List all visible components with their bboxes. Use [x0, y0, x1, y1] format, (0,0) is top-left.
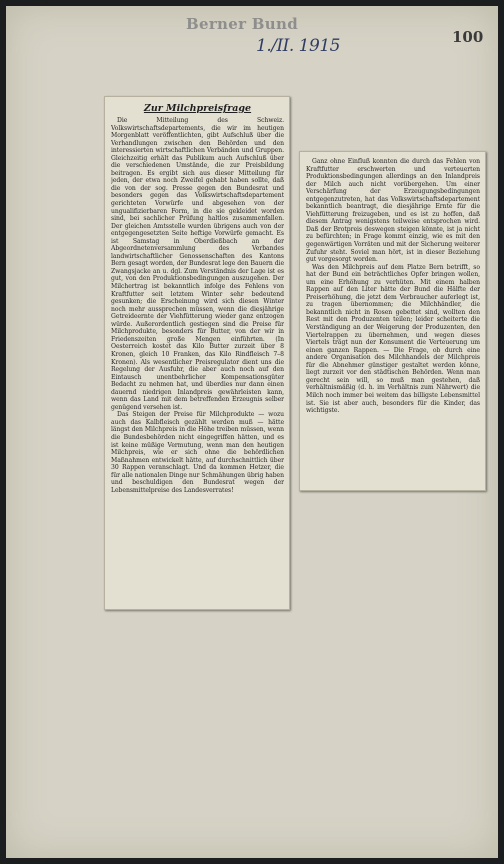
- article-paragraph: Ganz ohne Einfluß konnten die durch das Fehlen von Kraftfutter erschwerten und verteuerten Produktionsbedingungen allerdings an den Inlandpreis der Milch auch nicht vorübergehen. Um einer Verschärfung der Erzeugungsbedingungen entgegenzutreten, hat das Volkswirtschaftsdepartement bekanntlich beantragt, die diesjährige Ernte für die Viehfütterung freizugeben, und es ist zu hoffen, daß diesem Antrag wenigstens teilweise entsprochen wird. Daß der Brotpreis deswegen steigen könnte, ist ja nicht zu befürchten; in Frage kommt einzig, wie es mit den gegenwärtigen Vorräten und mit der Sicherung weiterer Zufuhr steht. Soviel man hört, ist in dieser Beziehung gut vorgesorgt worden.: [306, 158, 480, 264]
- archive-sheet: [6, 6, 498, 858]
- newspaper-stamp: Berner Bund: [186, 15, 298, 33]
- page-number: 100: [452, 28, 484, 46]
- article-paragraph: Das Steigen der Preise für Milchprodukte — wozu auch das Kalbfleisch gezählt werden muß — hätte längst den Milchpreis in die Höhe treiben müssen, wenn die Bundesbehörden nicht eingegriffen hätten, und es ist keine müßige Vermutung, wenn man den heutigen Milchpreis, wie er sich ohne die behördlichen Maßnahmen entwickelt hätte, auf durchschnittlich über 30 Rappen veranschlagt. Und da kommen Hetzer, die für alle nationalen Dinge nur Schmähungen übrig haben und beschuldigen den Bundesrat wegen der Lebensmittelpreise des Landesverrates!: [111, 411, 284, 494]
- left-clipping: [104, 96, 290, 610]
- article-heading: Zur Milchpreisfrage: [143, 103, 252, 114]
- article-paragraph: Was den Milchpreis auf dem Platze Bern betrifft, so hat der Bund ein beträchtliches Opfer bringen wollen, um eine Erhöhung zu verhüten. Mit einem halben Rappen auf den Liter hätte der Bund die Hälfte der Preiserhöhung, die jetzt dem Verbraucher auferlegt ist, zu tragen übernommen; die Milchhändler, die bekanntlich nicht in Rosen gebettet sind, wollten den Rest mit den Produzenten teilen; leider scheiterte die Verständigung an der Weigerung der Produzenten, den Viertelrappen zu übernehmen, und wegen dieses Viertels trägt nun der Konsument die Verteuerung um einen ganzen Rappen. — Die Frage, ob durch eine andere Organisation des Milchhandels der Milchpreis für die Abnehmer günstiger gestaltet werden könne, liegt zurzeit vor den städtischen Behörden. Wenn man gerecht sein will, so muß man gestehen, daß verhältnismäßig (d. h. im Verhältnis zum Nährwert) die Milch noch immer bei weitem das billigste Lebensmittel ist. Sie ist aber auch, besonders für die Kinder, das wichtigste.: [306, 263, 480, 415]
- article-paragraph: Die Mitteilung des Schweiz. Volkswirtschaftsdepartements, die wir im heutigen Morgenblatt veröffentlichten, gibt Aufschluß über die Verhandlungen zwischen den Behörden und den interessierten wirtschaftlichen Verbänden und Gruppen. Gleichzeitig erhält das Publikum auch Aufschluß über die verschiedenen Umstände, die zur Preisbildung beitragen. Es ergibt sich aus dieser Mitteilung für jeden, der etwa noch Zweifel gehabt haben sollte, daß die von der sog. Presse gegen den Bundesrat und besonders gegen das Volkswirtschaftsdepartement gerichteten Vorwürfe und abgesehen von der ungualifizierbaren Form, in die sie gekleidet worden sind, bei sachlicher Prüfung haltlos zusammenfallen. Der gleichen Amtsstelle wurden übrigens auch von der entgegengesetzten Seite heftige Vorwürfe gemacht. Es ist Samstag in Oberdießbach an der Abgeordnetenversammlung des Verbandes landwirtschaftlicher Genossenschaften des Kantons Bern gesagt worden, der Bundesrat lege den Bauern die Zwangsjacke an u. dgl. Zum Verständnis der Lage ist es gut, von den Produktionsbedingungen auszugehen. Der Milchertrag ist bekanntlich infolge des Fehlens von Kraftfutter seit letztem Winter sehr bedeutend gesunken; die Erscheinung wird sich diesen Winter noch mehr aussprechen müssen, wenn die diesjährige Getreideernte der Viehfütterung wieder ganz entzogen würde. Außerordentlich gestiegen sind die Preise für Milchprodukte, besonders für Butter, von der wir in Friedenszeiten große Mengen einführten. (In Oesterreich kostet das Kilo Butter zurzeit über 8 Kronen, gleich 10 Franken, das Kilo Rindfleisch 7–8 Kronen). Als wesentlicher Preisregulator dient uns die Regelung der Ausfuhr, die aber auch noch auf den Eintausch unentbehrlicher Kompensationsgüter Bedacht zu nehmen hat, und überdies nur dann einen dauernd niedrigen Inlandpreis gewährleisten kann, wenn das Land mit dem betreffenden Erzeugnis selber genügend versehen ist.: [111, 117, 284, 411]
- handwritten-date: 1./II. 1915: [256, 36, 340, 56]
- right-column: [306, 158, 480, 486]
- right-clipping: [299, 151, 486, 491]
- left-column: [111, 103, 284, 605]
